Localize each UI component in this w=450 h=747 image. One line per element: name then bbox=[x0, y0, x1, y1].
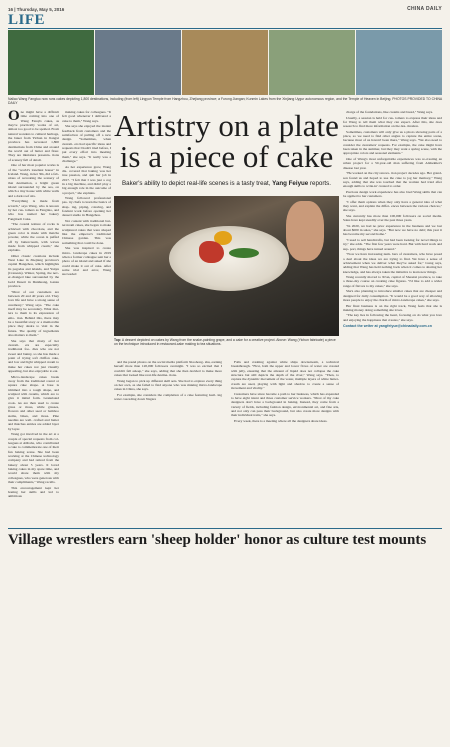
newspaper-name: CHINA DAILY bbox=[407, 6, 442, 12]
paragraph: Not content with traditional but- tercream cakes, she began to make sculptured cakes that were shaped like the emperor's traditional Chinese garden. This was something that could be done. bbox=[62, 219, 111, 245]
paragraph: ne might have a difficult time coming into one of Wang Fanqi's cakes, as they're practically works of art, almost too good to be spoiled. From natural wonders to cultural heritage, the baker from Yichun in Jiangxi province has recreated 1,800 destinations from China and around the world out of butter and flour. They are miniature presenta- tions of scenery full of detail. bbox=[8, 110, 59, 162]
article-deck bbox=[114, 180, 339, 188]
caption-text: A dessert depicted on cakes by Wang from the snake-painting grape, and a cake for a creative project. Above: Wang (Yichun fabricate) a piece on the technique introduced in restaurant-cake making to tea situations. bbox=[114, 338, 336, 347]
paragraph: She was inspired to create micro- landscape cakes in 2019 when a former colleague sent her a photo of an island and asked if she could make it out of cake. After some trial and error, Wang succeeded bbox=[62, 246, 111, 277]
paragraph: and the pastel photos on the social media platform Xiaohong- shu, earning herself more than 120,000 followers overnight. "I was so excited that I couldn't fall asleep," she says, adding that she then decided to make more cakes that looked like real-life destina- tions. bbox=[114, 360, 222, 378]
paragraph: She's also planning to introduce smaller cakes that are cheaper and designed for daily consumption. "It would be a good way of allowing more people to enjoy the charm of micro-landscape cakes," she says. bbox=[343, 289, 442, 302]
paragraph: "In 2020, we had no prior experience in the business and we lost about $000 in sales," she says. "But now we have no debt; this year it has become my second home." bbox=[343, 223, 442, 237]
article-column-4 bbox=[231, 360, 339, 525]
deck-end: reports. bbox=[309, 180, 331, 187]
paragraph: "The key lies in following the heart, focusing on do what you love and enjoying the happiness that creates," she says. bbox=[343, 313, 442, 322]
deck-text: Baker's ability to depict real-life scenes is a tasty treat, bbox=[122, 180, 271, 187]
paragraph: "I offer them options when they only have a general idea of what they want, and explain the differ- ences between the various choices," she says. bbox=[343, 199, 442, 213]
paragraph: "Everything is made from scratch," says Wang, who is known by her cus- tomers as Fangtiao, and who has named her bakery Fangtiaoli Cake. bbox=[8, 199, 59, 221]
paragraph: Her final business is on the right track, Wang feels that she is making money doing something she loves. bbox=[343, 303, 442, 312]
caption-lead: Top: bbox=[114, 338, 122, 342]
deck-author: Yang Feiyue bbox=[272, 180, 309, 187]
paragraph: "Most of our customers are between 20 and 40 years old. They love life and have a strong sense of ceremony," Wang says. "The cake itself may be secondary. What mat- ters to them is its expression of emo- tion. Behind this, there may be a beautiful story or a memorable place they desire to visit in the future. The quality of ingredients also matters to them." bbox=[8, 289, 59, 338]
main-photo-caption bbox=[114, 338, 339, 346]
paragraph: "The coastal texture of rocks is achieved with chocolate, and the green color is made with matcha powder, while the ocean is puffed off by buttercream, with waves made from whipped cream," she explains. bbox=[8, 222, 59, 253]
paragraph: charge of the foundations, like creams and bread," Wang says. bbox=[346, 110, 433, 114]
paragraph: "He worked on the city renova- tion project decades ago. Her grand- son found us and hoped to use the cake to jog her memory," Wang says, adding that she was touched that the woman had tried after enough skills to write-in' created to order. bbox=[343, 171, 442, 189]
paragraph: She currently has more than 100,000 followers on social media. Sales have kept steadily over the past three years. bbox=[343, 213, 442, 223]
main-photo bbox=[114, 196, 339, 336]
paragraph: This encouragement kept her honing her skills and led to ambitious bbox=[8, 485, 59, 499]
paragraph: "Now we have increasing num- bers of customers, who have posed a deal about the ideas we are trying to find. We have a sense of achievement when we deliver what they've asked for," Liang says, adding that Wang has held nothing back when it comes to sharing her knowledge, and has always taken the initiative to learn new things. bbox=[343, 252, 442, 274]
paragraph: Other classic creations include West Lake in Zhejiang province's capital Hangzhou, which highlights its pagodas and islands, and Yanyu (Cranesia). Winter, Spring, the nev- er-changed lake surrounded by the Gold Desert in Dunhuang, Gansu province. bbox=[8, 253, 59, 289]
photo-2 bbox=[95, 30, 181, 95]
page-header bbox=[8, 4, 442, 16]
paragraph: She says she enjoyed the instant feedback from customers and the satisfaction of pulling off a new design. "Sometimes, when custom- ers had specific ideas and requests that I hadn't tried before, I put every effort into meeting them," she says. "It really was a challenge." bbox=[62, 124, 111, 163]
second-article-headline: Village wrestlers earn 'sheep holder' honor as culture test mounts bbox=[8, 532, 427, 548]
article-column-2 bbox=[62, 110, 111, 525]
paragraph: One of her most popular works is of the "world's loneliest house" in Iceland. Wang, in her 30s, did a fab- ulous of recreating the scenery of that destination, a bright green island surrounded by the sea, on which a tiny house with white walls and a dark roof sits. bbox=[8, 163, 59, 198]
photo-1 bbox=[8, 30, 94, 95]
paragraph: Wang got involved in the art at a couple of special requests from col- leagues at Alibaba, who contributed a cake to commemorate one of their fun baking scene. She had been working at the Chinese technology company and had retired from the bakery about 5 years. It loved baking cakes in my spare time, and would share them with my colleagues, who were generous with their compliments," Wang recalls. bbox=[8, 432, 59, 485]
paragraph: Wang followed professional pas- try chefs to learn the basics of shap- ing, piping, coloring, and fondant work before opening her dessert studio in Hangzhou. bbox=[62, 196, 111, 218]
paragraph: "I used to sell handicrafts, but had been looking for novel things to try," she adds. "The first few years were hard. But with hard work and sup- port, things have turned around." bbox=[343, 237, 442, 251]
paragraph: making cakes for colleagues. "It felt good whenever I delivered a cake to them," Wang says. bbox=[62, 110, 111, 123]
page-number: 16 | Thursday, May 5, 2016 bbox=[8, 7, 65, 12]
article-column-1 bbox=[8, 110, 59, 525]
paragraph: She says that many of her custom- ers are especially traditional foo- dies who are not sweet and bunny, so she has made a point of trying soft chiffon cake, and low and light whipped cream to make her cakes not just visually appealing, but also enjoyable to eat. bbox=[8, 338, 59, 374]
page-number-text: 16 bbox=[8, 7, 14, 12]
paragraph: Wang began to pick up different skill sets. She had to explore every thing on her own, as she failed to find anyone who was making micro-landscape cakes in China, she says. bbox=[114, 378, 222, 392]
paragraph: Every week, there is a meeting where all the designers share ideas. bbox=[234, 418, 328, 423]
paragraph: Micro-landscape cakes break away from the traditional round or square cake shape. A base is trimmed into a rough shape, and sculpted with creams, which are to give it initial form. Granulated cook- ies are then used to create grass or moss, while grasses, flowers and other seed or bamboo stems, bikes, and moss. Pine needles are well- crafted and butter and thatches entries are added layer by layer. bbox=[8, 374, 59, 431]
paragraph: Usually, a session is held for cus- tomers to express their ideas and for Wang to tell them what they can expect. After this, she does research to find more information on the des- tination. bbox=[343, 115, 442, 129]
article-column-3 bbox=[114, 360, 222, 525]
paragraph: Customers have since become a path to her business, which has expanded to have eight talent and three customer service workers. "Most of my cake designers don't have a background in baking. Instead, they come from a variety of fields, including fashion design, environmental art, and fine arts, and not only can pass their background, but also create more designs with their individual traits," she says. bbox=[231, 391, 339, 418]
hand-shape bbox=[286, 201, 324, 261]
paragraph: Falls and crashing against white ships downstream, a technical breakthrough. "First, both the upper and lower flows of water are created with jelly, ensuring that the amount of liquid does not collapse the cake structure but still depicts the depth of the river," Wang says. "Then, to capture the dynamic movement of the water, multiple layers of white butter- cream are used, playing with light and shadow to create a sense of movement and vitality." bbox=[231, 360, 339, 391]
dropcap: O bbox=[8, 110, 20, 124]
section-title: LIFE bbox=[8, 12, 46, 28]
photo-3 bbox=[182, 30, 268, 95]
paragraph: As her experience grew, Wang dis- covered that baking was her true passion, and quit her job in 2017. "I felt that I was just a cog in a big machine, and didn't play a big enough role in the outcome of a project," she explains. bbox=[62, 164, 111, 195]
photo-5 bbox=[356, 30, 442, 95]
article-column-5 bbox=[343, 110, 442, 525]
paragraph: Precious design work experience has also bred Wang skills that can be applied to her customers. bbox=[343, 189, 442, 199]
issue-date: Thursday, May 5, 2016 bbox=[16, 7, 65, 12]
contact-byline: Contact the writer at yangfeiyue@chinadaily.com.cn bbox=[343, 324, 432, 329]
section-rule bbox=[8, 28, 442, 29]
paragraph: Wang recently moved to Xi'an, capital of Shaanxi province, to take a three-day course on creating cake figures. "I'd like to add a wider range of flavors to my cakes," she says. bbox=[343, 275, 442, 288]
food-shape bbox=[229, 248, 259, 258]
photo-strip-caption: Naliao Wang Fangtuo now runs cakes depicting 1,800 destinations, including (from left) Lingyun Temple from Hangzhou, Zhejiang province; a Furong Jiangan; Kunmin Lakes from the Xinjiang Uygur autonomous region, and the Temple of Heaven in Beijing. PHOTOS PROVIDED TO CHINA DAILY bbox=[8, 97, 442, 106]
paragraph: Sometimes, customers will only give us a photo showing parts of a place, so we need to find other angles to capture the entire scene, because most of us haven't been there," Wang says. "We also need to consider the customers' requests. For example, the cake might have been taken in the summer, but they may want a spring scene, with the appropriate colors and seasonal elements." bbox=[343, 129, 442, 156]
article-headline: Artistry on a plate is a piece of cake bbox=[114, 108, 339, 174]
section-rule bbox=[8, 528, 442, 529]
photo-4 bbox=[269, 30, 355, 95]
photo-strip bbox=[8, 30, 442, 95]
food-shape bbox=[199, 241, 224, 263]
paragraph: One of Wang's most unforgettable experiences was re-creating an urban project for a 50-year-old man suffering from Alzheimer's disease last year. bbox=[343, 157, 442, 170]
paragraph: For example, she considers the completion of a cake featuring Guil- ing water cascading down Nagara bbox=[114, 392, 222, 402]
